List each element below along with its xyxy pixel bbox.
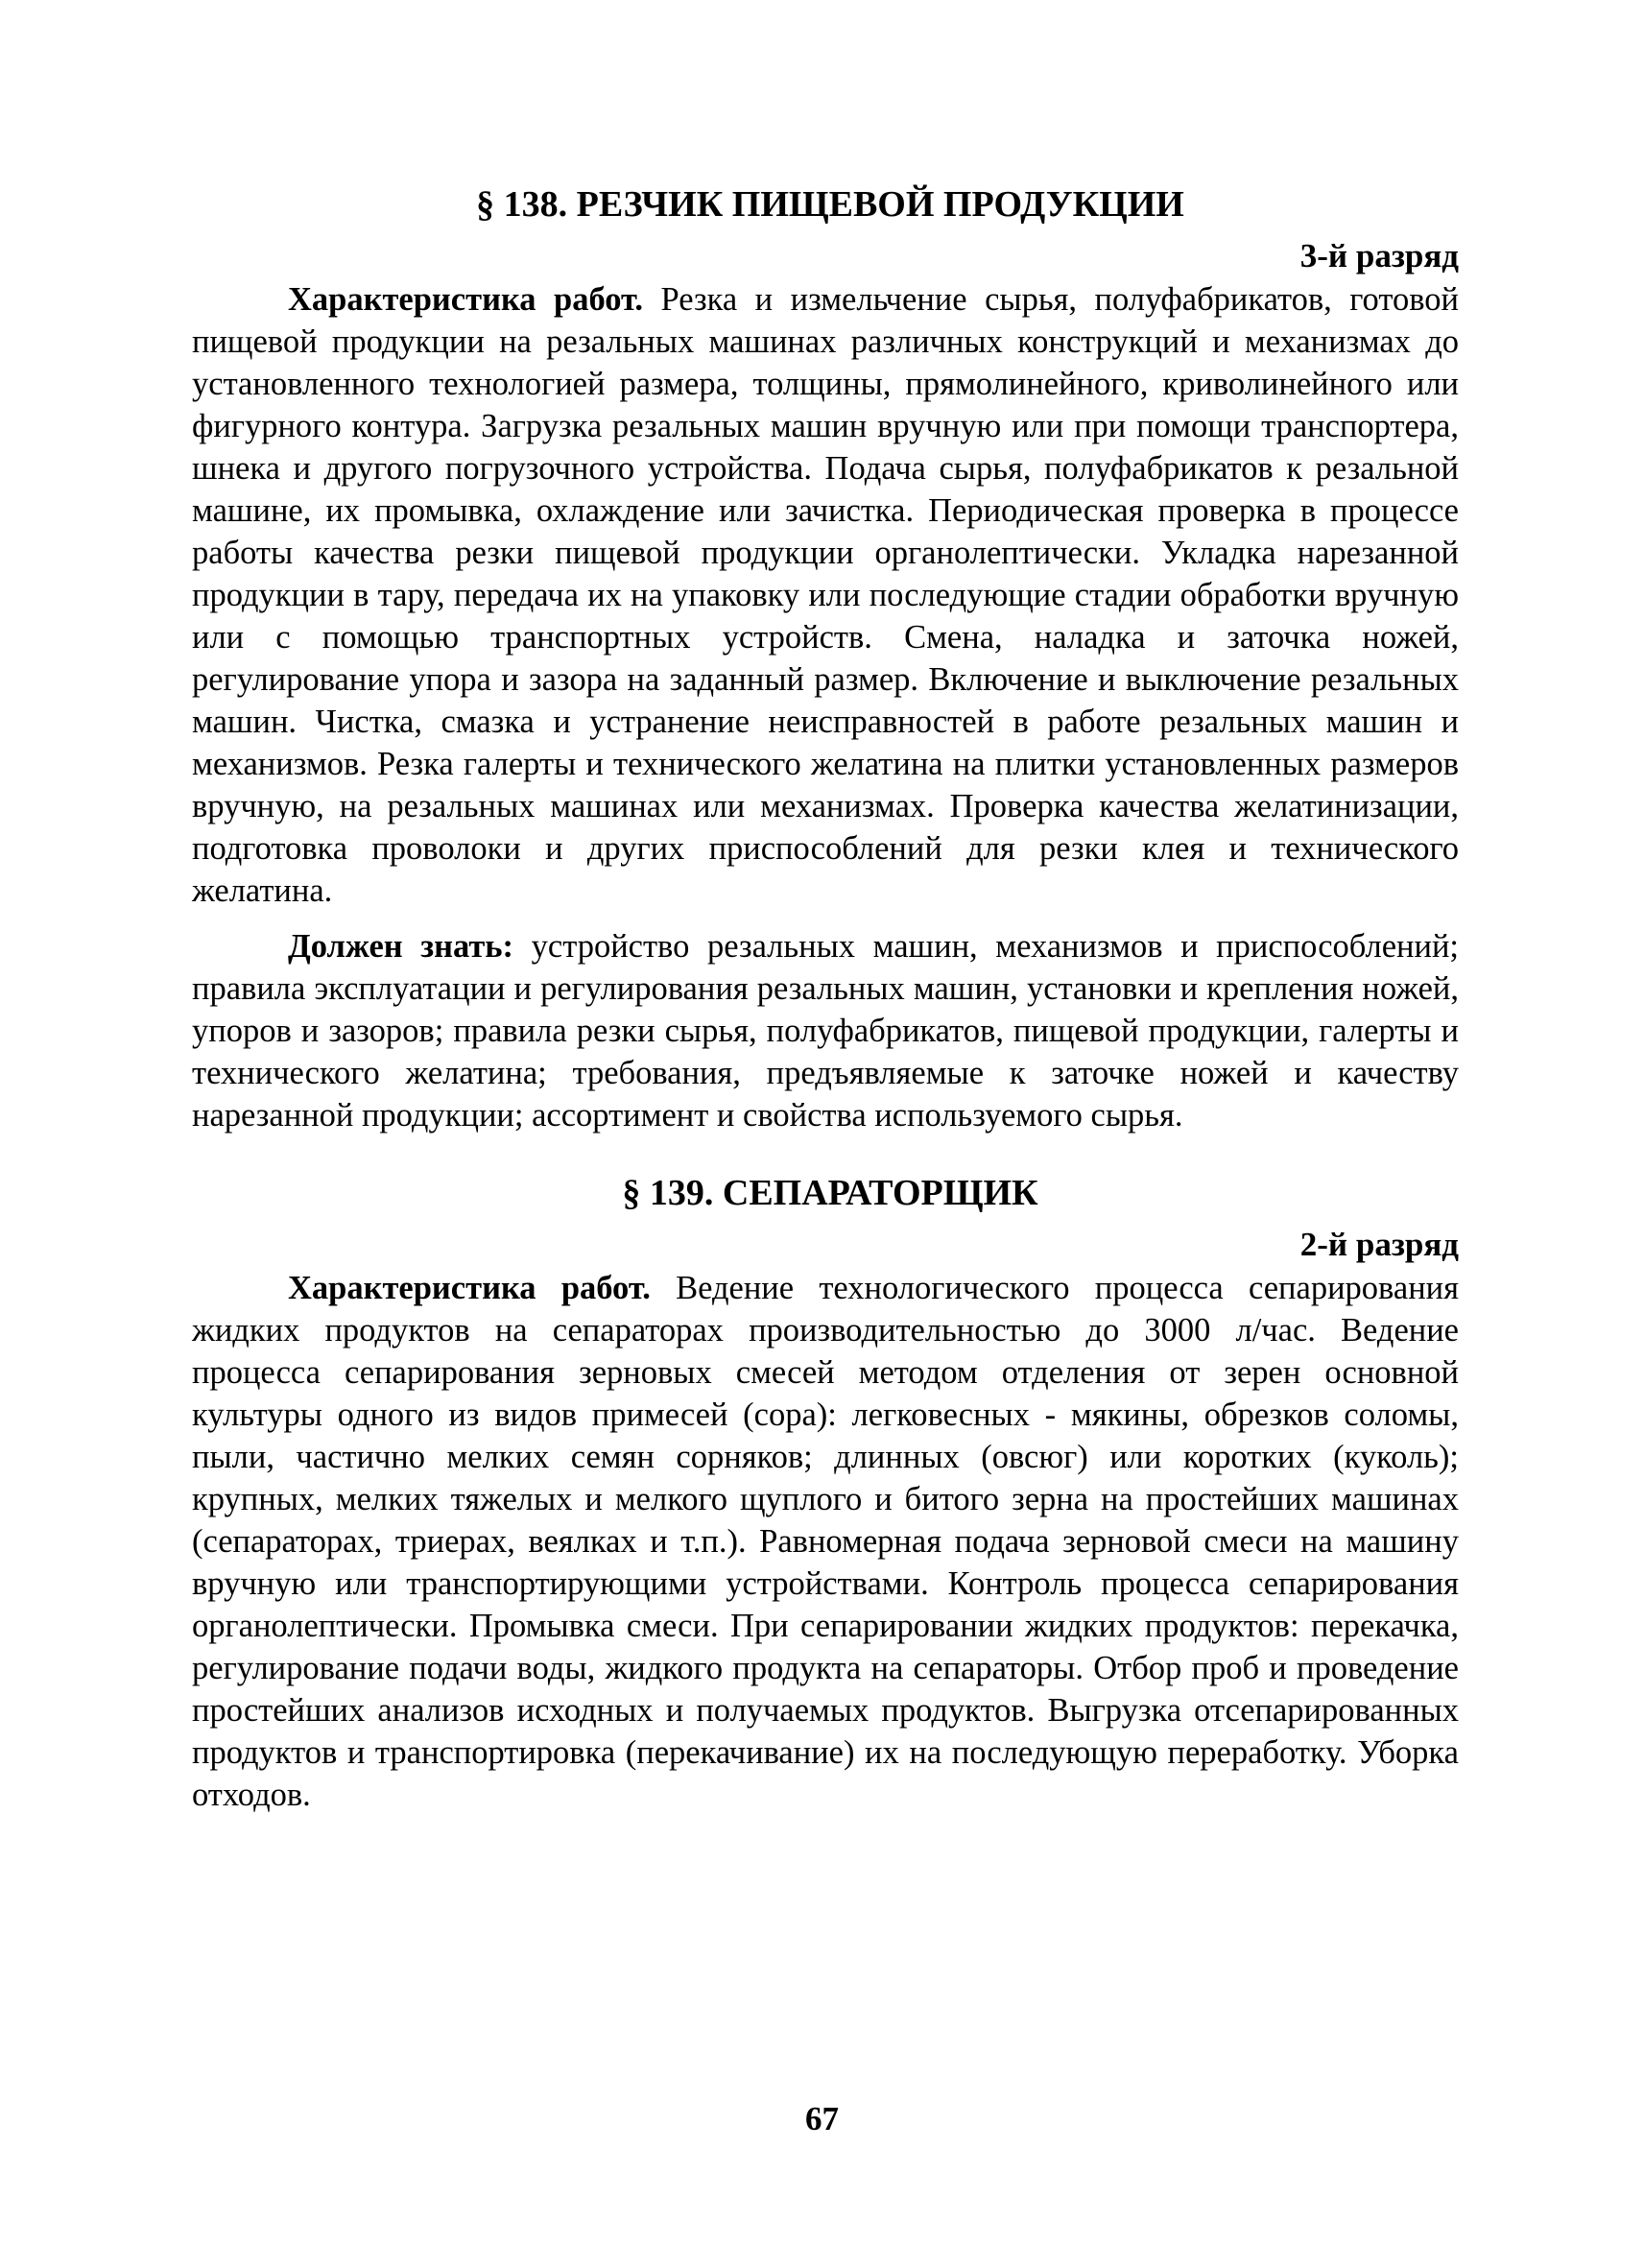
section-138-knowledge-text: устройство резальных машин, механизмов и приспособлений; правила эксплуатации и регулирования резальных машин, установки и крепления ножей, упоров и зазоров; правила резки сырья, полуфабрикатов, пищевой продукции, галерты и технического желатина; требования, предъявляемые к заточке ножей и качеству нарезанной продукции; ассортимент и свойства используемого сырья.	[192, 928, 1459, 1134]
section-138-knowledge	[192, 925, 1459, 1136]
section-138-title: § 138. РЕЗЧИК ПИЩЕВОЙ ПРОДУКЦИИ	[476, 184, 1184, 225]
page-number: 67	[805, 2100, 839, 2137]
section-138-knowledge-lead: Должен знать:	[288, 928, 514, 965]
section-138-characteristic	[192, 278, 1459, 912]
section-138-characteristic-text: Резка и измельчение сырья, полуфабрикатов, готовой пищевой продукции на резальных машинах различных конструкций и механизмах до установленного технологией размера, толщины, прямолинейного, криволинейного или фигурного контура. Загрузка резальных машин вручную или при помощи транспортера, шнека и другого погрузочного устройства. Подача сырья, полуфабрикатов к резальной машине, их промывка, охлаждение или зачистка. Периодическая проверка в процессе работы качества резки пищевой продукции органолептически. Укладка нарезанной продукции в тару, передача их на упаковку или последующие стадии обработки вручную или с помощью транспортных устройств. Смена, наладка и заточка ножей, регулирование упора и зазора на заданный размер. Включение и выключение резальных машин. Чистка, смазка и устранение неисправностей в работе резальных машин и механизмов. Резка галерты и технического желатина на плитки установленных размеров вручную, на резальных машинах или механизмах. Проверка качества желатинизации, подготовка проволоки и других приспособлений для резки клея и технического желатина.	[192, 281, 1459, 909]
section-139-characteristic-lead: Характеристика работ.	[288, 1270, 651, 1306]
section-139-characteristic-text: Ведение технологического процесса сепарирования жидких продуктов на сепараторах производительностью до 3000 л/час. Ведение процесса сепарирования зерновых смесей методом отделения от зерен основной культуры одного из видов примесей (сора): легковесных - мякины, обрезков соломы, пыли, частично мелких семян сорняков; длинных (овсюг) или коротких (куколь); крупных, мелких тяжелых и мелкого щуплого и битого зерна на простейших машинах (сепараторах, триерах, веялках и т.п.). Равномерная подача зерновой смеси на машину вручную или транспортирующими устройствами. Контроль процесса сепарирования органолептически. Промывка смеси. При сепарировании жидких продуктов: перекачка, регулирование подачи воды, жидкого продукта на сепараторы. Отбор проб и проведение простейших анализов исходных и получаемых продуктов. Выгрузка отсепарированных продуктов и транспортировка (перекачивание) их на последующую переработку. Уборка отходов.	[192, 1270, 1459, 1813]
section-138-characteristic-lead: Характеристика работ.	[288, 281, 644, 318]
section-139-title: § 139. СЕПАРАТОРЩИК	[622, 1173, 1038, 1213]
section-139-characteristic	[192, 1267, 1459, 1816]
section-139-grade: 2-й разряд	[1299, 1226, 1459, 1263]
section-138-grade: 3-й разряд	[1299, 237, 1459, 275]
document-page	[192, 182, 1459, 1816]
